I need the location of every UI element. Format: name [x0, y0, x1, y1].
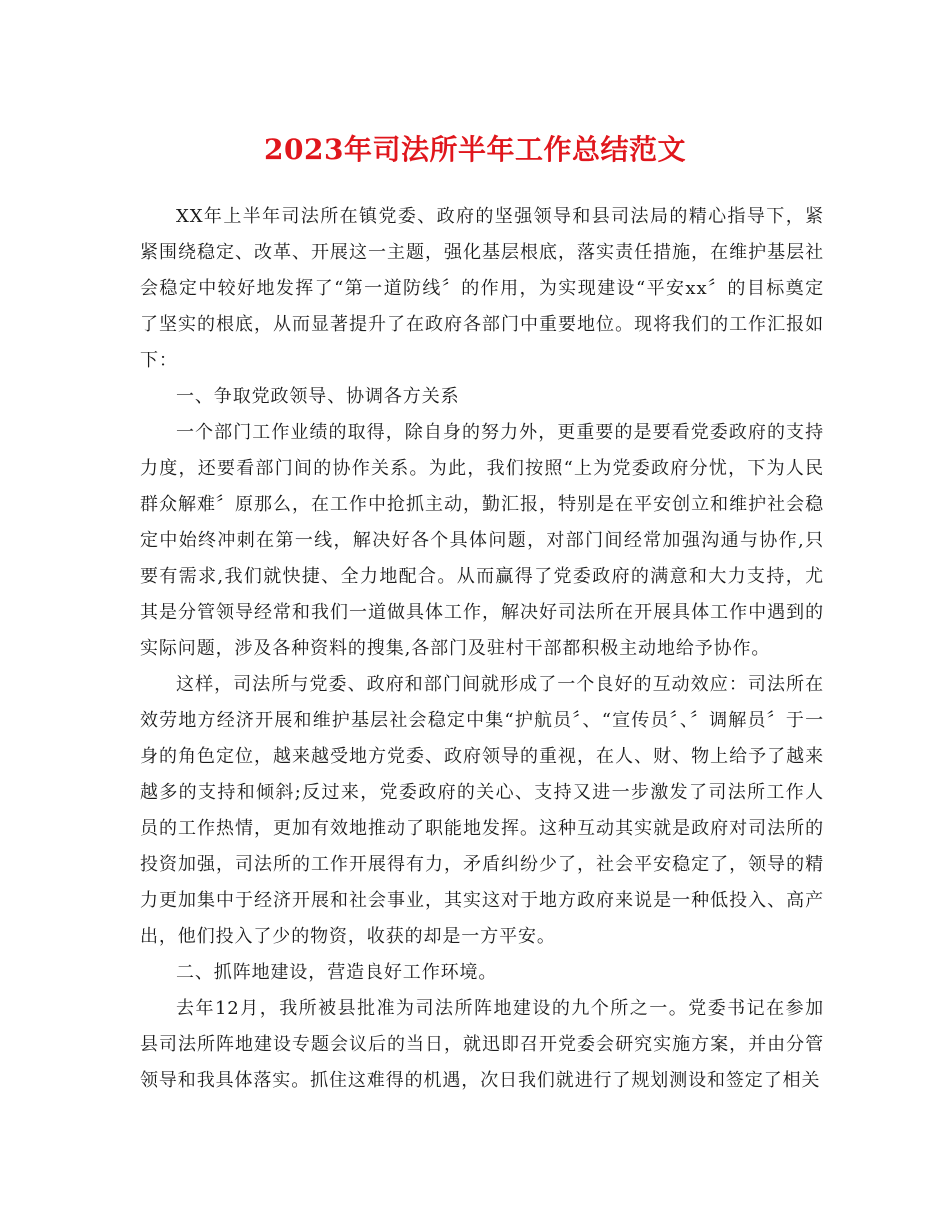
intro-paragraph: XX年上半年司法所在镇党委、政府的坚强领导和县司法局的精心指导下，紧紧围绕稳定、改革、开展这一主题，强化基层根底，落实责任措施，在维护基层社会稳定中较好地发挥了“第一道防线〞的作用，为实现建设“平安xx〞的目标奠定了坚实的根底，从而显著提升了在政府各部门中重要地位。现将我们的工作汇报如下： [140, 206, 824, 371]
section-2-paragraph-1: 去年12月，我所被县批准为司法所阵地建设的九个所之一。党委书记在参加县司法所阵地建设专题会议后的当日，就迅即召开党委会研究实施方案，并由分管领导和我具体落实。抓住这难得的机遇，次日我们就进行了规划测设和签定了相关 [140, 998, 824, 1091]
document-body [140, 199, 824, 1099]
section-heading-1: 一、争取党政领导、协调各方关系 [176, 386, 460, 407]
section-heading-2: 二、抓阵地建设，营造良好工作环境。 [176, 962, 498, 983]
section-1-paragraph-2: 这样，司法所与党委、政府和部门间就形成了一个良好的互动效应：司法所在效劳地方经济开展和维护基层社会稳定中集“护航员〞、“宣传员〞、〞调解员〞于一身的角色定位，越来越受地方党委、政府领导的重视，在人、财、物上给予了越来越多的支持和倾斜;反过来，党委政府的关心、支持又进一步激发了司法所工作人员的工作热情，更加有效地推动了职能地发挥。这种互动其实就是政府对司法所的投资加强，司法所的工作开展得有力，矛盾纠纷少了，社会平安稳定了，领导的精力更加集中于经济开展和社会事业，其实这对于地方政府来说是一种低投入、高产出，他们投入了少的物资，收获的却是一方平安。 [140, 674, 824, 947]
document-title: 2023年司法所半年工作总结范文 [264, 133, 686, 166]
section-1-paragraph-1: 一个部门工作业绩的取得，除自身的努力外，更重要的是要看党委政府的支持力度，还要看部门间的协作关系。为此，我们按照“上为党委政府分忧，下为人民群众解难〞原那么，在工作中抢抓主动，勤汇报，特别是在平安创立和维护社会稳定中始终冲刺在第一线，解决好各个具体问题，对部门间经常加强沟通与协作,只要有需求,我们就快捷、全力地配合。从而赢得了党委政府的满意和大力支持，尤其是分管领导经常和我们一道做具体工作，解决好司法所在开展具体工作中遇到的实际问题，涉及各种资料的搜集,各部门及驻村干部都积极主动地给予协作。 [140, 422, 824, 659]
